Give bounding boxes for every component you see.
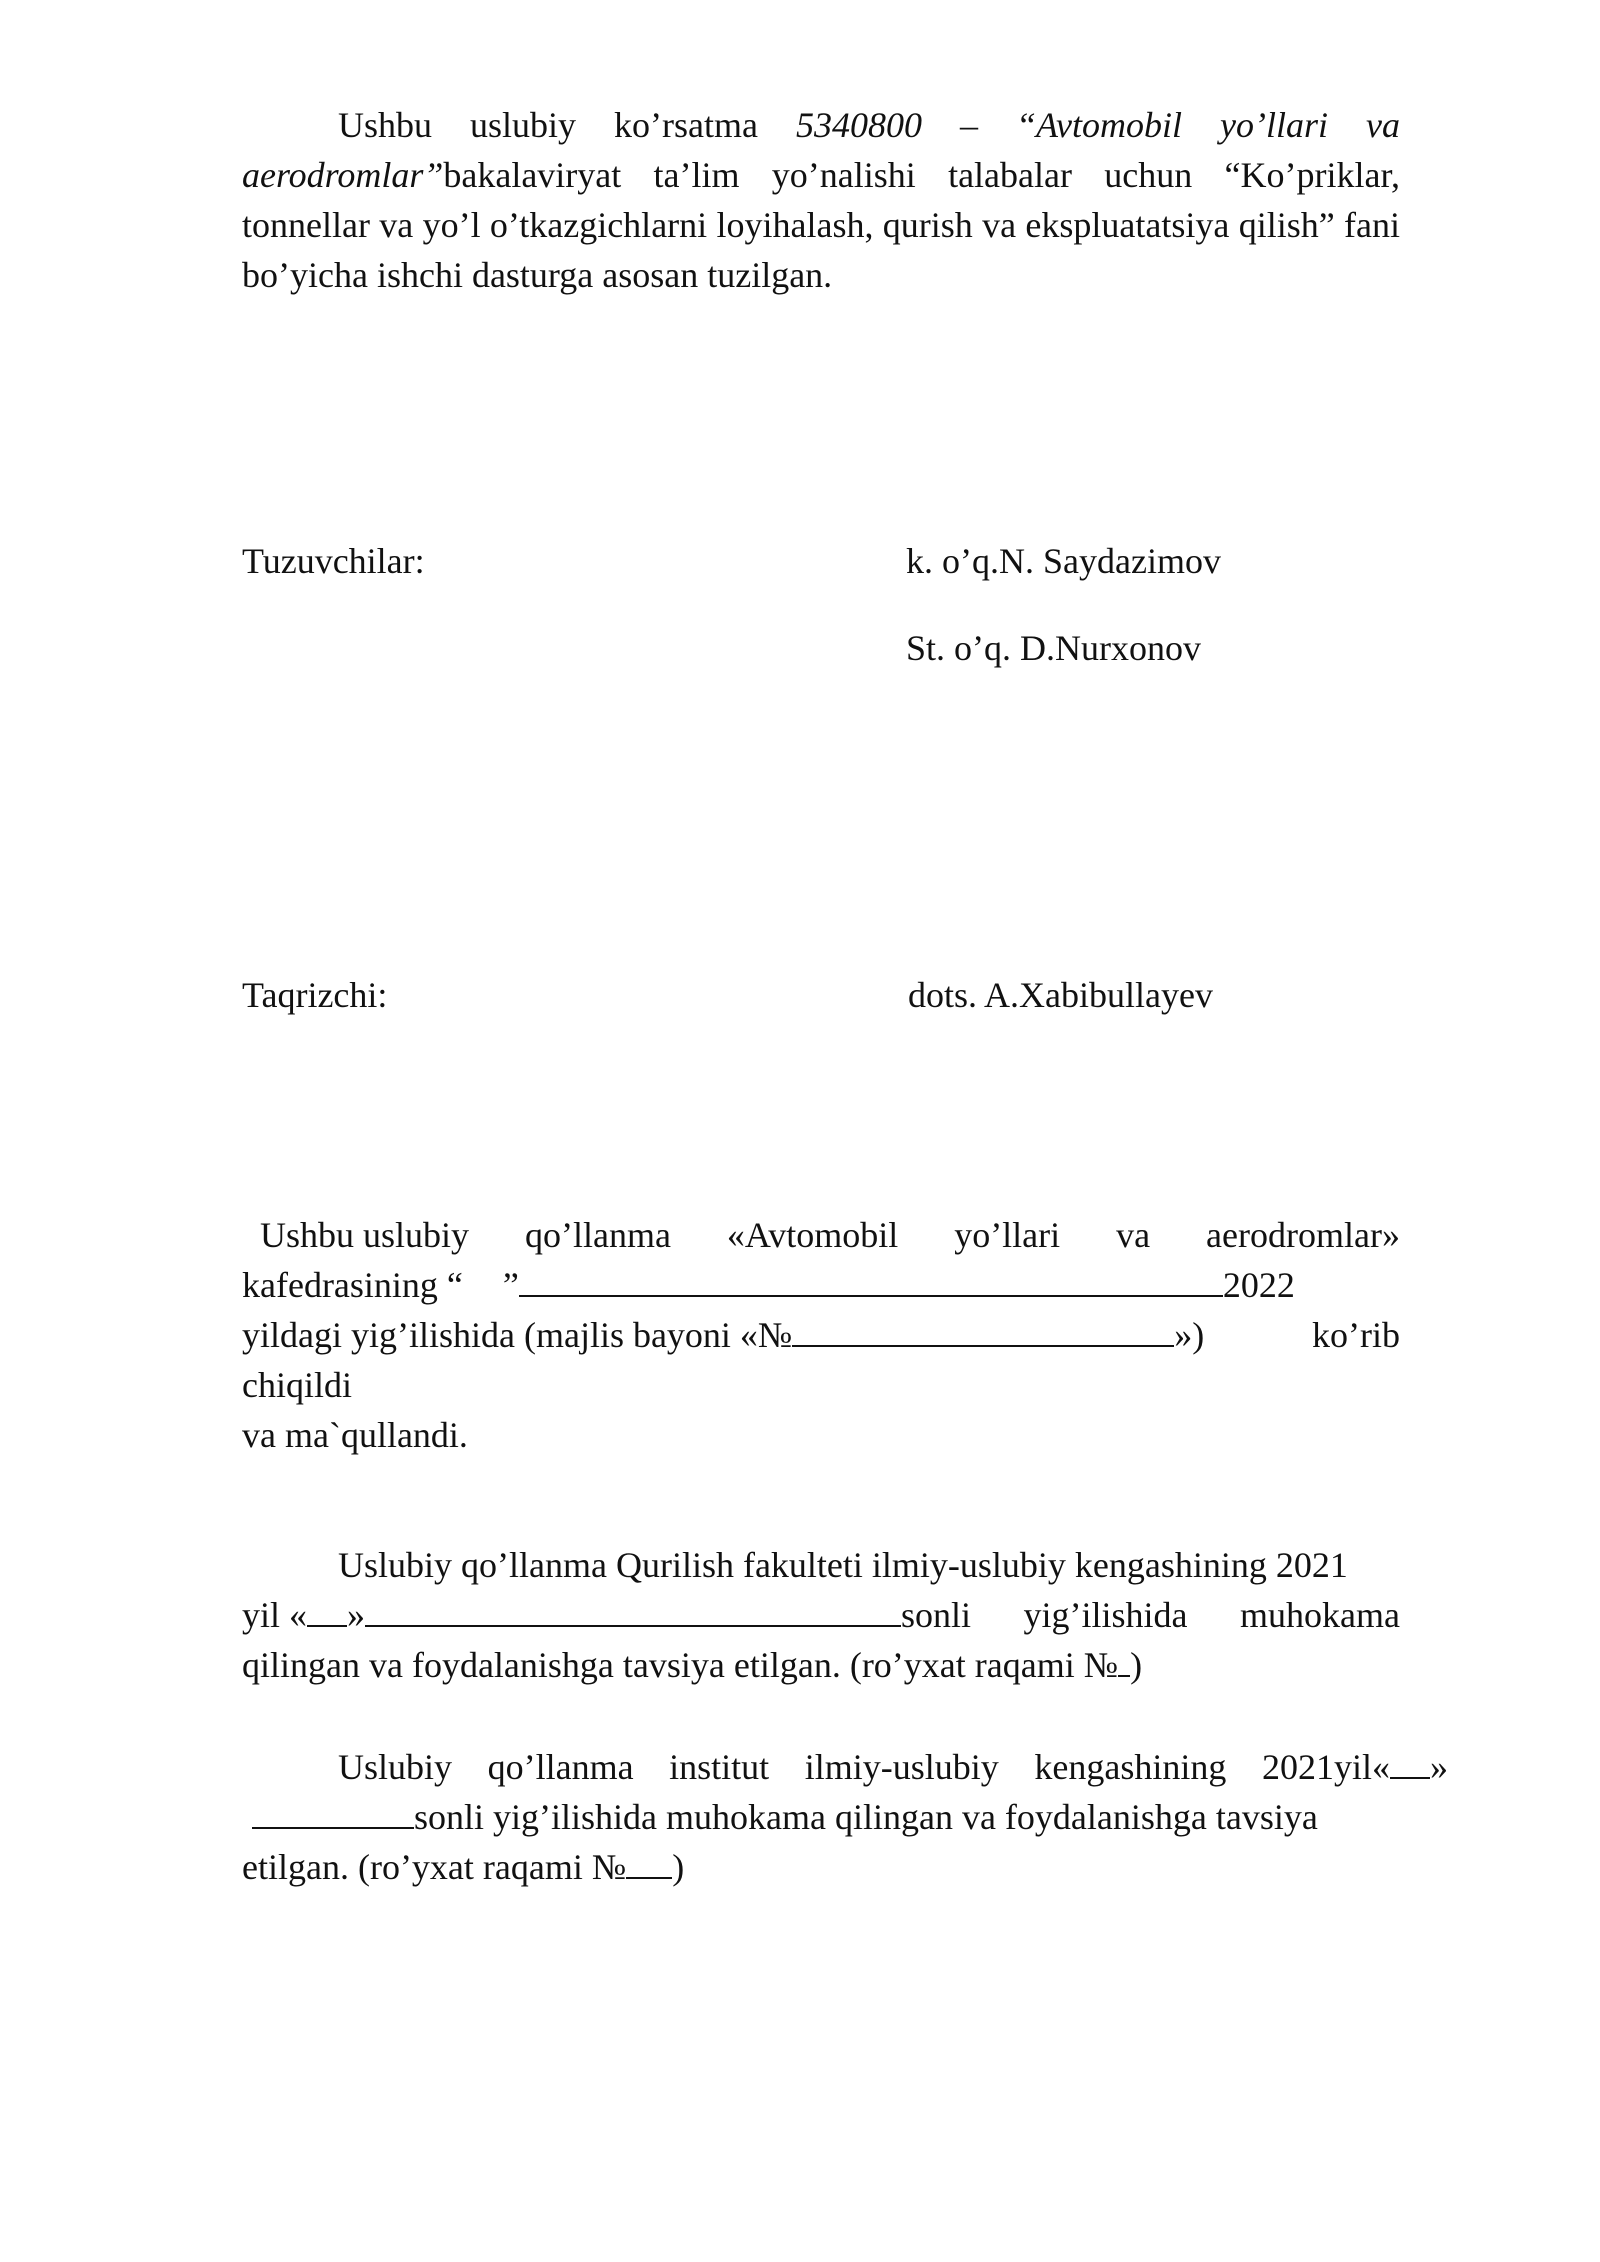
year-text: yil « [242, 1595, 308, 1635]
reviewer-label: Taqrizchi: [242, 975, 388, 1015]
month-fill-line [365, 1595, 901, 1627]
minutes-text: yildagi yig’ilishida (majlis bayoni «№ [242, 1315, 793, 1355]
day-fill-line [1390, 1747, 1430, 1779]
intro-paragraph [242, 100, 1400, 300]
authors-row-2 [242, 623, 1400, 673]
reviewed-word: ko’rib [1312, 1315, 1400, 1355]
faculty-word: yig’ilishida [1023, 1595, 1188, 1635]
program-code-and-name: 5340800 – “Avtomobil yo’llari va aerodromlar” [242, 105, 1401, 195]
approval-word: Ushbu uslubiy [260, 1215, 470, 1255]
institute-council-block [242, 1742, 1448, 1892]
faculty-line-2 [242, 1590, 1400, 1640]
registry-fill-line [626, 1847, 672, 1879]
institute-line-3 [242, 1842, 1400, 1892]
approval-line-5: va ma`qullandi. [242, 1415, 468, 1455]
approval-block [242, 1210, 1400, 1460]
department-text: kafedrasining “ [242, 1265, 463, 1305]
faculty-council-block [242, 1540, 1400, 1690]
institute-registry-text: etilgan. (ro’yxat raqami № [242, 1847, 627, 1887]
institute-word: kengashining [1034, 1747, 1227, 1787]
approval-word: aerodromlar» [1206, 1215, 1400, 1255]
date-fill-line [519, 1265, 1223, 1297]
author-name-2: St. o’q. D.Nurxonov [906, 628, 1201, 668]
intro-text-rest: bakalaviryat ta’lim yo’nalishi talabalar uchun “Ko’priklar, tonnellar va yo’l o’tkazgichlarni loyihalash, qurish va ekspluatatsiya qilish” fani bo’yicha ishchi dasturga asosan tuzilgan. [242, 155, 1400, 295]
approval-line-1 [242, 1210, 1400, 1260]
quote-close: » [1429, 1747, 1448, 1787]
faculty-word: muhokama [1240, 1595, 1400, 1635]
session-fill-line [252, 1797, 414, 1829]
intro-text-start: Ushbu uslubiy ko’rsatma [338, 105, 796, 145]
faculty-date-field [242, 1590, 971, 1640]
approval-word: yo’llari [954, 1215, 1061, 1255]
faculty-line-3 [242, 1640, 1400, 1690]
institute-line-2 [242, 1792, 1400, 1842]
day-fill-line [307, 1595, 347, 1627]
reviewer-row [242, 970, 1400, 1020]
faculty-word: sonli [901, 1595, 972, 1635]
registry-fill-line [1118, 1645, 1130, 1677]
approval-line-2 [242, 1260, 1400, 1310]
approval-word: qo’llanma [524, 1215, 671, 1255]
paren-close: ) [672, 1847, 685, 1887]
institute-word: ilmiy-uslubiy [804, 1747, 999, 1787]
authors-label: Tuzuvchilar: [242, 541, 425, 581]
approval-line-3 [242, 1310, 1400, 1360]
faculty-line-1: Uslubiy qo’llanma Qurilish fakulteti ilmiy-uslubiy kengashining 2021 [338, 1545, 1348, 1585]
faculty-registry-text: qilingan va foydalanishga tavsiya etilgan. (ro’yxat raqami № [242, 1645, 1119, 1685]
authors-row [242, 536, 1400, 586]
year-2022: 2022 [1222, 1265, 1295, 1305]
institute-date-field [1262, 1742, 1448, 1792]
approval-word: va [1116, 1215, 1151, 1255]
institute-text: sonli yig’ilishida muhokama qilingan va foydalanishga tavsiya [414, 1797, 1318, 1837]
institute-word: qo’llanma [487, 1747, 634, 1787]
paren-close: ) [1130, 1645, 1143, 1685]
quote-close: ” [502, 1265, 519, 1305]
institute-line-1 [242, 1742, 1448, 1792]
institute-word: Uslubiy [338, 1747, 453, 1787]
minutes-number-fill-line [792, 1315, 1174, 1347]
reviewer-name: dots. A.Xabibullayev [908, 975, 1213, 1015]
document-page [242, 100, 1448, 1887]
institute-word: institut [669, 1747, 770, 1787]
minutes-close: ») [1174, 1315, 1205, 1355]
quote-close: » [347, 1595, 366, 1635]
author-name-1: k. o’q.N. Saydazimov [906, 541, 1221, 581]
approval-word: «Avtomobil [726, 1215, 899, 1255]
institute-word: 2021yil« [1261, 1747, 1390, 1787]
approval-line-4: chiqildi [242, 1365, 352, 1405]
